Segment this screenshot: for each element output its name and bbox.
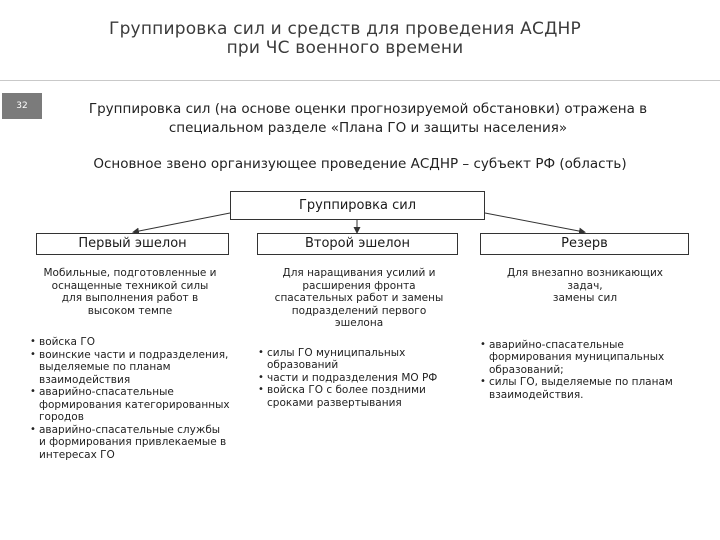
slide-title <box>40 20 650 58</box>
slide-title-line-2: при ЧС военного времени <box>226 38 464 58</box>
second-echelon-list <box>258 347 460 410</box>
list-item: • силы ГО, выделяемые по планам взаимодействия. <box>480 376 690 401</box>
list-item: • силы ГО муниципальных образований <box>258 347 460 372</box>
first-echelon-list <box>30 336 230 461</box>
description-line: замены сил <box>552 292 618 304</box>
title-divider <box>0 80 720 81</box>
reserve-list <box>480 339 690 402</box>
reserve-column <box>480 267 690 401</box>
root-node-box: Группировка сил <box>230 191 485 220</box>
description-line: подразделений первого <box>291 304 427 317</box>
description-line: спасательных работ и замены <box>274 292 444 304</box>
slide-number-badge: 32 <box>2 93 42 119</box>
subtitle-line-1: Группировка сил (на основе оценки прогнозируемой обстановки) отражена в <box>88 101 648 117</box>
description-line: эшелона <box>334 317 384 329</box>
slide-subtitle <box>48 100 688 138</box>
description-line: оснащенные техникой силы <box>51 279 209 292</box>
second-echelon-box: Второй эшелон <box>257 233 458 255</box>
description-line: задач, <box>567 279 603 292</box>
list-item: • войска ГО <box>30 336 230 349</box>
first-echelon-box: Первый эшелон <box>36 233 229 255</box>
list-item: • воинские части и подразделения, выделяемые по планам взаимодействия <box>30 349 230 387</box>
list-item: • аварийно-спасательные формирования категорированных городов <box>30 386 230 424</box>
list-item: • войска ГО с более поздними сроками развертывания <box>258 384 460 409</box>
arrow-to-reserve <box>485 213 584 232</box>
reserve-description <box>480 267 690 305</box>
second-echelon-column <box>258 267 460 409</box>
main-link-statement: Основное звено организующее проведение АСДНР – субъект РФ (область) <box>93 156 627 172</box>
first-echelon-description <box>30 267 230 317</box>
list-item: • аварийно-спасательные службы и формирования привлекаемые в интересах ГО <box>30 424 230 462</box>
second-echelon-description <box>258 267 460 330</box>
list-item: • части и подразделения МО РФ <box>258 372 460 385</box>
arrow-to-first-echelon <box>134 213 230 232</box>
slide-title-line-1: Группировка сил и средств для проведения АСДНР <box>109 19 581 39</box>
description-line: для выполнения работ в <box>61 292 199 304</box>
list-item: • аварийно-спасательные формирования муниципальных образований; <box>480 339 690 377</box>
first-echelon-column <box>30 267 230 461</box>
description-line: Мобильные, подготовленные и <box>43 267 217 279</box>
description-line: Для внезапно возникающих <box>506 267 664 279</box>
reserve-box: Резерв <box>480 233 689 255</box>
subtitle-line-2: специальном разделе «Плана ГО и защиты населения» <box>168 120 568 136</box>
description-line: Для наращивания усилий и <box>282 267 436 279</box>
description-line: расширения фронта <box>302 279 416 292</box>
description-line: высоком темпе <box>87 304 173 317</box>
